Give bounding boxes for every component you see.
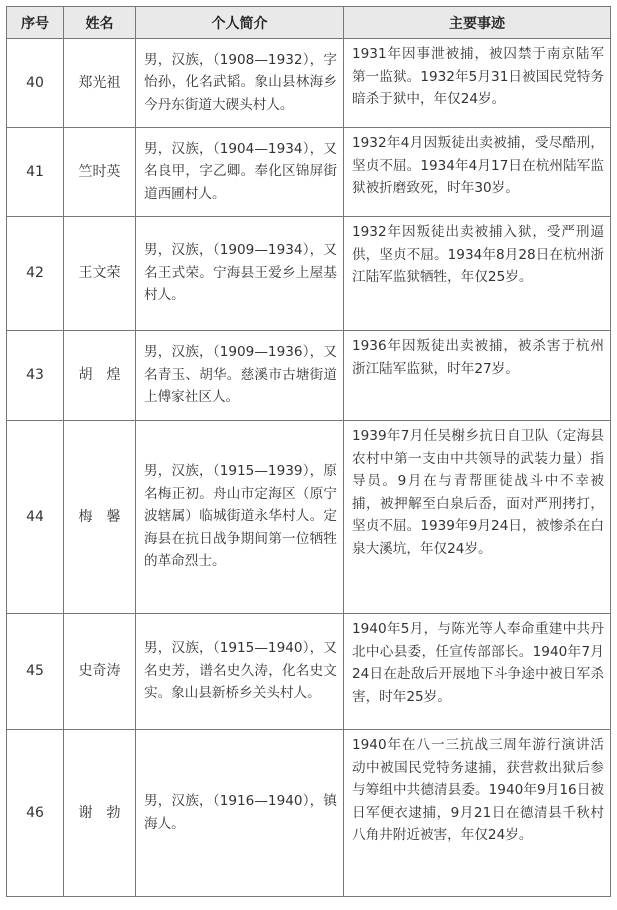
row-name: 王文荣 — [64, 217, 136, 331]
row-num: 44 — [7, 421, 64, 614]
table-row — [7, 730, 611, 897]
table-row — [7, 421, 611, 614]
row-intro: 男，汉族，（1908—1932），字怡孙，化名武韬。象山县林海乡今丹东街道大碶头村人。 — [136, 39, 344, 128]
header-name: 姓名 — [64, 7, 136, 39]
table-row — [7, 128, 611, 217]
row-deeds: 1939年7月任吴榭乡抗日自卫队（定海县农村中第一支由中共领导的武装力量）指导员。9月在与青帮匪徒战斗中不幸被捕，被押解至白泉后岙，面对严刑拷打，坚贞不屈。1939年9月24日，被惨杀在白泉大溪坑，年仅24岁。 — [344, 421, 611, 614]
table-row — [7, 331, 611, 421]
row-deeds: 1940年5月，与陈光等人奉命重建中共丹北中心县委，任宣传部部长。1940年7月24日在赴敌后开展地下斗争途中被日军杀害，时年25岁。 — [344, 614, 611, 730]
table-header-row — [7, 7, 611, 39]
row-intro: 男，汉族，（1909—1936），又名青玉、胡华。慈溪市古塘街道上傅家社区人。 — [136, 331, 344, 421]
table-row — [7, 39, 611, 128]
row-name: 史奇涛 — [64, 614, 136, 730]
row-deeds: 1932年4月因叛徒出卖被捕，受尽酷刑，坚贞不屈。1934年4月17日在杭州陆军监狱被折磨致死，时年30岁。 — [344, 128, 611, 217]
row-intro: 男，汉族，（1909—1934），又名王式荣。宁海县王爱乡上屋基村人。 — [136, 217, 344, 331]
row-deeds: 1931年因事泄被捕，被囚禁于南京陆军第一监狱。1932年5月31日被国民党特务暗杀于狱中，年仅24岁。 — [344, 39, 611, 128]
martyrs-table-container — [6, 6, 610, 897]
row-name: 梅 馨 — [64, 421, 136, 614]
row-deeds: 1940年在八一三抗战三周年游行演讲活动中被国民党特务逮捕，获营救出狱后参与筹组中共德清县委。1940年9月16日被日军便衣逮捕，9月21日在德清县千秋村八角井附近被害，年仅24岁。 — [344, 730, 611, 897]
table-row — [7, 217, 611, 331]
row-num: 46 — [7, 730, 64, 897]
header-intro: 个人简介 — [136, 7, 344, 39]
row-name: 胡 煌 — [64, 331, 136, 421]
row-num: 45 — [7, 614, 64, 730]
row-num: 43 — [7, 331, 64, 421]
row-intro: 男，汉族，（1915—1940），又名史芳，谱名史久涛，化名史文实。象山县新桥乡关头村人。 — [136, 614, 344, 730]
row-name: 郑光祖 — [64, 39, 136, 128]
row-deeds: 1936年因叛徒出卖被捕，被杀害于杭州浙江陆军监狱，时年27岁。 — [344, 331, 611, 421]
header-deeds: 主要事迹 — [344, 7, 611, 39]
header-num: 序号 — [7, 7, 64, 39]
table-row — [7, 614, 611, 730]
row-num: 42 — [7, 217, 64, 331]
row-name: 竺时英 — [64, 128, 136, 217]
row-num: 41 — [7, 128, 64, 217]
row-name: 谢 勃 — [64, 730, 136, 897]
row-intro: 男，汉族，（1904—1934），又名良甲，字乙卿。奉化区锦屏街道西圃村人。 — [136, 128, 344, 217]
row-num: 40 — [7, 39, 64, 128]
row-intro: 男，汉族，（1915—1939），原名梅正初。舟山市定海区（原宁波辖属）临城街道永华村人。定海县在抗日战争期间第一位牺牲的革命烈士。 — [136, 421, 344, 614]
row-intro: 男，汉族，（1916—1940），镇海人。 — [136, 730, 344, 897]
martyrs-table — [6, 6, 611, 897]
row-deeds: 1932年因叛徒出卖被捕入狱，受严刑逼供，坚贞不屈。1934年8月28日在杭州浙江陆军监狱牺牲，年仅25岁。 — [344, 217, 611, 331]
